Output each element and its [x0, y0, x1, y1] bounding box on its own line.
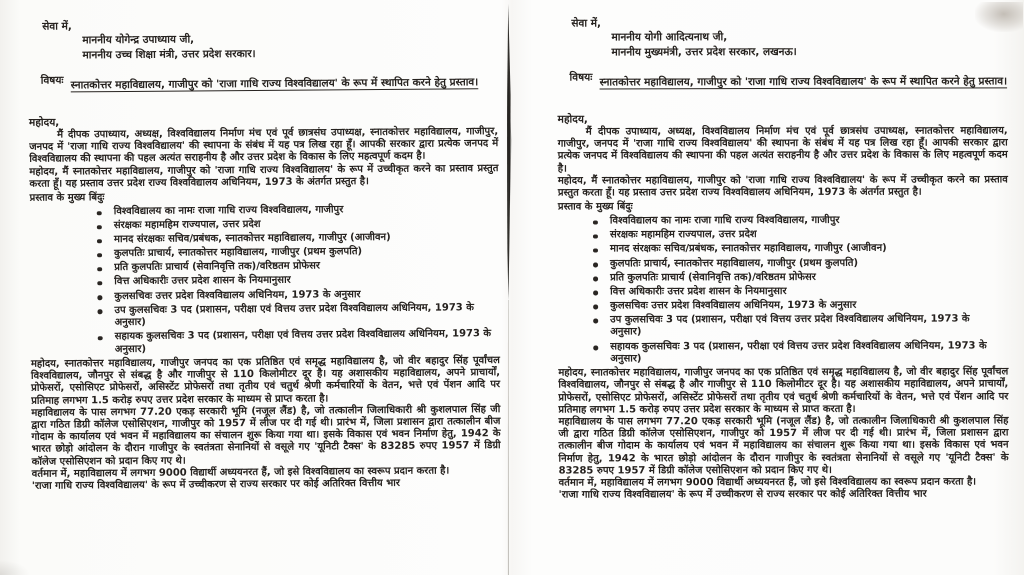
bullet-item: उप कुलसचिवः 3 पद (प्रशासन, परीक्षा एवं वित्तय उत्तर प्रदेश विश्वविद्यालय अधिनियम, 1973 के अनुसार)	[610, 313, 998, 339]
bullet-item: मानद संरक्षकः सचिव/प्रबंधक, स्नातकोत्तर महाविद्यालय, गाजीपुर (आजीवन)	[610, 243, 998, 257]
letter-page-left	[0, 0, 507, 575]
subject-text: स्नातकोत्तर महाविद्यालय, गाजीपुर को 'राजा गाधि राज्य विश्वविद्यालय' के रूप में स्थापित करने हेतु प्रस्ताव।	[70, 76, 479, 92]
bullet-item: कुलसचिवः उत्तर प्रदेश विश्वविद्यालय अधिनियम, 1973 के अनुसार	[114, 288, 493, 304]
letter-page-right-content	[512, 0, 1024, 502]
bullet-item: संरक्षकः महामहिम राज्यपाल, उत्तर प्रदेश	[114, 217, 493, 233]
paragraph-intro-2: महोदय, मैं स्नातकोत्तर महाविद्यालय, गाजीपुर को 'राजा गाधि राज्य विश्वविद्यालय' के रूप में उच्चीकृत करने का प्रस्ताव प्रस्तुत करता हूँ। यह प्रस्ताव उत्तर प्रदेश राज्य विश्वविद्यालय अधिनियम, 1973 के अंतर्गत प्रस्तुत है।	[29, 162, 499, 190]
letter-page-left-content	[0, 0, 507, 493]
bullet-item: संरक्षकः महामहिम राज्यपाल, उत्तर प्रदेश	[610, 229, 998, 243]
paragraph-last: 'राजा गाधि राज्य विश्वविद्यालय' के रूप में उच्चीकरण से राज्य सरकार पर कोई अतिरिक्त वित्तीय भार	[558, 488, 927, 501]
addressee-block	[82, 30, 497, 62]
bullet-item: प्रति कुलपतिः प्राचार्य (सेवानिवृत्ति तक)/वरिष्ठतम प्रोफेसर	[114, 260, 493, 276]
greeting: महोदय,	[557, 113, 588, 126]
greeting: महोदय,	[28, 116, 60, 129]
bullet-item: सहायक कुलसचिवः 3 पद (प्रशासन, परीक्षा एवं वित्तय उत्तर प्रदेश विश्वविद्यालय अधिनियम, 1973 के अनुसार)	[115, 328, 494, 356]
paragraph-students: वर्तमान में, महाविद्यालय में लगभग 9000 विद्यार्थी अध्ययनरत हैं, जो इसे विश्वविद्यालय का स्वरूप प्रदान करता है।	[558, 476, 977, 489]
paragraph-land: महाविद्यालय के पास लगभग 77.20 एकड़ सरकारी भूमि (नजूल लैंड) है, जो तत्कालीन जिलाधिकारी श्री कुशलपाल सिंह जी द्वारा गठित डिग्री कॉलेज एसोसिएशन, गाजीपुर को 1957 में लीज पर दी गई थी। प्रारंभ में, जिला प्रशासन द्वारा तत्कालीन बीज गोदाम के कार्यालय एवं भवन में महाविद्यालय का संचालन शुरू किया गया था। इसके विकास एवं भवन निर्माण हेतु, 1942 के भारत छोड़ो आंदोलन के दौरान गाजीपुर के स्वतंत्रता सेनानियों से वसूले गए 'यूनिटी टैक्स' के 83285 रुपए 1957 में डिग्री कॉलेज एसोसिएशन को प्रदान किए गए थे।	[31, 403, 501, 468]
paragraph-college: महोदय, स्नातकोत्तर महाविद्यालय, गाजीपुर जनपद का एक प्रतिष्ठित एवं समृद्ध महाविद्यालय है, जो वीर बहादुर सिंह पूर्वांचल विश्वविद्यालय, जौनपुर से संबद्ध है और गाजीपुर से 110 किलोमीटर दूर है। यह अशासकीय महाविद्यालय, अपने प्राचार्यों, प्रोफेसरों, एसोसिएट प्रोफेसरों, असिस्टेंट प्रोफेसरों तथा तृतीय एवं चतुर्थ श्रेणी कर्मचारियों के वेतन, भत्ते एवं पेंशन आदि पर प्रतिमाह लगभग 1.5 करोड़ रुपए उत्तर प्रदेश सरकार के माध्यम से प्राप्त करता है।	[30, 355, 501, 407]
addressee-line: माननीय योगी आदित्यनाथ जी,	[611, 31, 728, 44]
subject-label: विषयः	[40, 74, 64, 87]
scan-edge-shade	[0, 560, 30, 575]
bullet-item: उप कुलसचिवः 3 पद (प्रशासन, परीक्षा एवं वित्तय उत्तर प्रदेश विश्वविद्यालय अधिनियम, 1973 के अनुसार)	[114, 302, 493, 330]
subject-label: विषयः	[569, 71, 593, 84]
paragraph-students: वर्तमान में, महाविद्यालय में लगभग 9000 विद्यार्थी अध्ययनरत हैं, जो इसे विश्वविद्यालय का स्वरूप प्रदान करता है।	[31, 465, 450, 480]
scan-smudge-top-right	[975, 2, 1023, 32]
paragraph-intro-2: महोदय, मैं स्नातकोत्तर महाविद्यालय, गाजीपुर को 'राजा गाधि राज्य विश्वविद्यालय' के रूप में उच्चीकृत करने का प्रस्ताव प्रस्तुत करता हूँ। यह प्रस्ताव उत्तर प्रदेश राज्य विश्वविद्यालय अधिनियम, 1973 के अंतर्गत प्रस्तुत है।	[557, 174, 1008, 199]
bullet-item: वित्त अधिकारीः उत्तर प्रदेश शासन के नियमानुसार	[610, 285, 998, 299]
salutation: सेवा में,	[571, 17, 602, 30]
paragraph-intro-1: मैं दीपक उपाध्याय, अध्यक्ष, विश्वविद्यालय निर्माण मंच एवं पूर्व छात्रसंघ उपाध्यक्ष, स्नातकोत्तर महाविद्यालय, गाजीपुर, जनपद में 'राजा गाधि राज्य विश्वविद्यालय' की स्थापना के संबंध में यह पत्र लिख रहा हूँ। आपकी सरकार द्वारा प्रत्येक जनपद में विश्वविद्यालय की स्थापना की पहल अत्यंत सराहनीय है और उत्तर प्रदेश के विकास के लिए महत्वपूर्ण कदम है।	[29, 126, 499, 166]
bullet-item: मानद संरक्षकः सचिव/प्रबंधक, स्नातकोत्तर महाविद्यालय, गाजीपुर (आजीवन)	[114, 231, 493, 247]
paragraph-last: 'राजा गाधि राज्य विश्वविद्यालय' के रूप में उच्चीकरण से राज्य सरकार पर कोई अतिरिक्त वित्तीय भार	[31, 477, 400, 492]
paragraph-intro-1: मैं दीपक उपाध्याय, अध्यक्ष, विश्वविद्यालय निर्माण मंच एवं पूर्व छात्रसंघ उपाध्यक्ष, स्नातकोत्तर महाविद्यालय, गाजीपुर, जनपद में 'राजा गाधि राज्य विश्वविद्यालय' की स्थापना के संबंध में यह पत्र लिख रहा हूँ। आपकी सरकार द्वारा प्रत्येक जनपद में विश्वविद्यालय की स्थापना की पहल अत्यंत सराहनीय है और उत्तर प्रदेश के विकास के लिए महत्वपूर्ण कदम है।	[557, 125, 1008, 175]
list-heading: प्रस्ताव के मुख्य बिंदुः	[557, 201, 633, 213]
bullet-item: कुलपतिः प्राचार्य, स्नातकोत्तर महाविद्यालय, गाजीपुर (प्रथम कुलपति)	[114, 245, 493, 261]
subject-block	[558, 69, 1008, 102]
paragraph-college: महोदय, स्नातकोत्तर महाविद्यालय, गाजीपुर जनपद का एक प्रतिष्ठित एवं समृद्ध महाविद्यालय है, जो वीर बहादुर सिंह पूर्वांचल विश्वविद्यालय, जौनपुर से संबद्ध है और गाजीपुर से 110 किलोमीटर दूर है। यह अशासकीय महाविद्यालय, अपने प्राचार्यों, प्रोफेसरों, एसोसिएट प्रोफेसरों, असिस्टेंट प्रोफेसरों तथा तृतीय एवं चतुर्थ श्रेणी कर्मचारियों के वेतन, भत्ते एवं पेंशन आदि पर प्रतिमाह लगभग 1.5 करोड़ रुपए उत्तर प्रदेश सरकार के माध्यम से प्राप्त करता है।	[558, 366, 1009, 416]
bullet-item: सहायक कुलसचिवः 3 पद (प्रशासन, परीक्षा एवं वित्तय उत्तर प्रदेश विश्वविद्यालय अधिनियम, 1973 के अनुसार)	[610, 340, 998, 366]
bullet-list	[558, 215, 1008, 367]
list-heading: प्रस्ताव के मुख्य बिंदुः	[29, 192, 105, 204]
bullet-item: वित्त अधिकारीः उत्तर प्रदेश शासन के नियमानुसार	[114, 274, 493, 290]
addressee-line: माननीय मुख्यमंत्री, उत्तर प्रदेश सरकार, लखनऊ।	[611, 45, 797, 58]
salutation: सेवा में,	[42, 20, 72, 33]
bullet-item: प्रति कुलपतिः प्राचार्य (सेवानिवृत्ति तक)/वरिष्ठतम प्रोफेसर	[610, 271, 998, 285]
addressee-line: माननीय योगेन्द्र उपाध्याय जी,	[82, 33, 195, 47]
letter-page-right	[512, 0, 1024, 575]
bullet-item: विश्वविद्यालय का नामः राजा गाधि राज्य विश्वविद्यालय, गाजीपुर	[114, 203, 493, 219]
subject-text: स्नातकोत्तर महाविद्यालय, गाजीपुर को 'राजा गाधि राज्य विश्वविद्यालय' के रूप में स्थापित करने हेतु प्रस्ताव।	[599, 75, 1008, 89]
bullet-item: विश्वविद्यालय का नामः राजा गाधि राज्य विश्वविद्यालय, गाजीपुर	[610, 215, 998, 229]
bullet-item: कुलसचिवः उत्तर प्रदेश विश्वविद्यालय अधिनियम, 1973 के अनुसार	[610, 299, 998, 313]
addressee-block	[611, 29, 1007, 59]
bullet-item: कुलपतिः प्राचार्य, स्नातकोत्तर महाविद्यालय, गाजीपुर (प्रथम कुलपति)	[610, 257, 998, 271]
subject-block	[29, 70, 498, 106]
addressee-line: माननीय उच्च शिक्षा मंत्री, उत्तर प्रदेश सरकार।	[82, 47, 256, 61]
bullet-list	[30, 203, 500, 357]
paragraph-land: महाविद्यालय के पास लगभग 77.20 एकड़ सरकारी भूमि (नजूल लैंड) है, जो तत्कालीन जिलाधिकारी श्री कुशलपाल सिंह जी द्वारा गठित डिग्री कॉलेज एसोसिएशन, गाजीपुर को 1957 में लीज पर दी गई थी। प्रारंभ में, जिला प्रशासन द्वारा तत्कालीन बीज गोदाम के कार्यालय एवं भवन में महाविद्यालय का संचालन शुरू किया गया था। इसके विकास एवं भवन निर्माण हेतु, 1942 के भारत छोड़ो आंदोलन के दौरान गाजीपुर के स्वतंत्रता सेनानियों से वसूले गए 'यूनिटी टैक्स' के 83285 रुपए 1957 में डिग्री कॉलेज एसोसिएशन को प्रदान किए गए थे।	[558, 415, 1009, 477]
